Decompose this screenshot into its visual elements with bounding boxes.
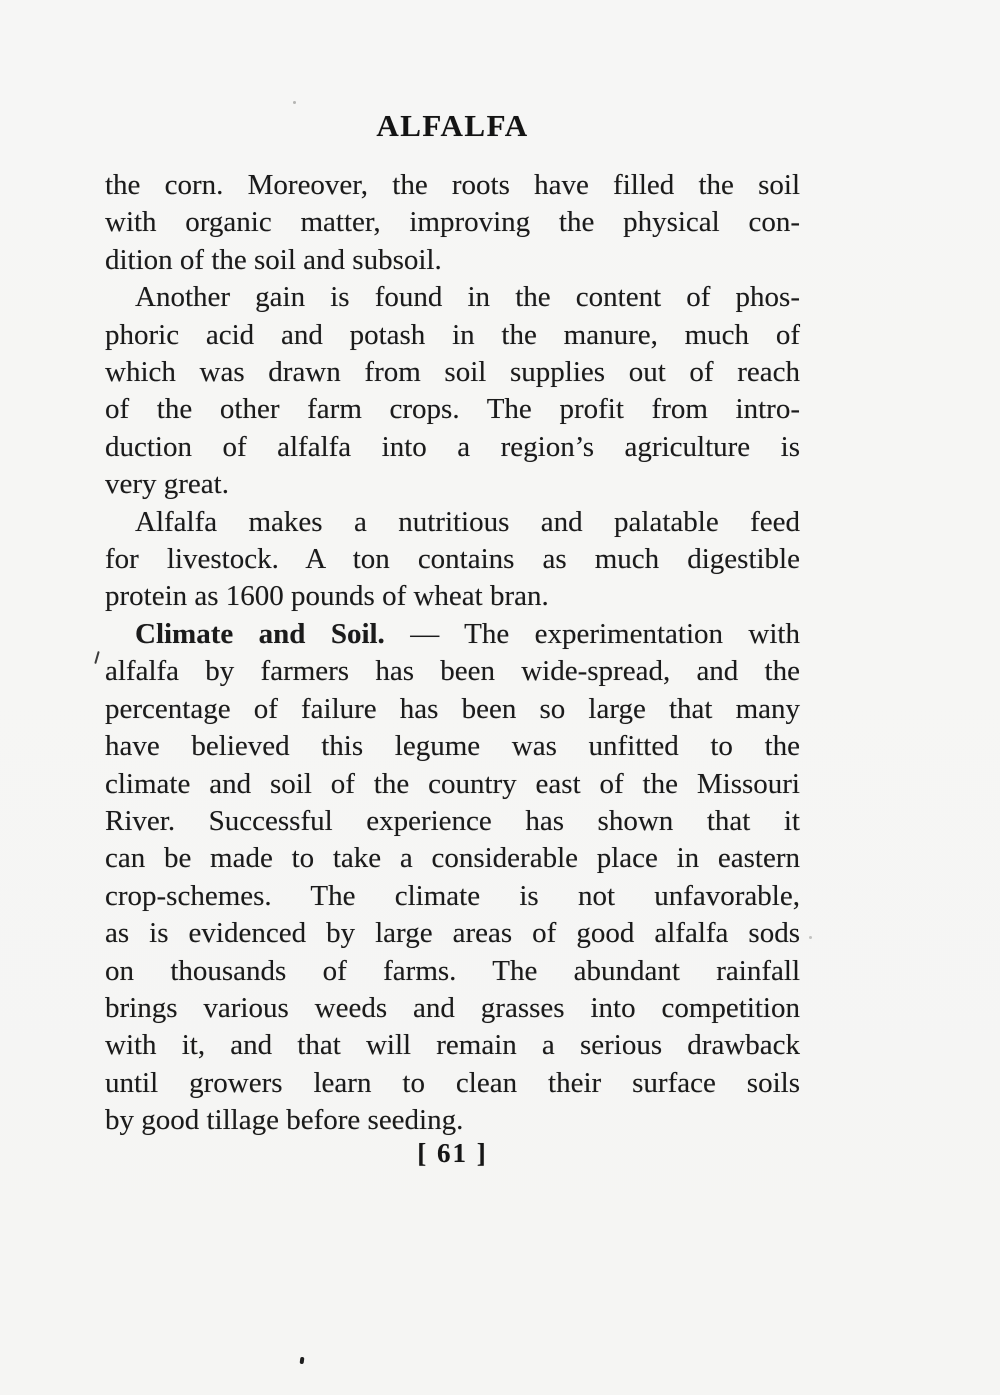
text-line: crop-schemes. The climate is not unfavorable, [105, 879, 800, 912]
scan-artifact-speck [809, 936, 812, 939]
paragraph [105, 167, 800, 279]
paragraph [105, 279, 800, 503]
text-line [105, 616, 800, 653]
text-line: of the other farm crops. The profit from intro- [105, 393, 800, 426]
text-line: which was drawn from soil supplies out of reach [105, 356, 800, 389]
text-line: as is evidenced by large areas of good alfalfa sods [105, 917, 800, 950]
section-heading-continuation: — The experimentation with [410, 617, 800, 650]
section-heading: Climate and Soil. [135, 617, 385, 650]
book-page [105, 0, 800, 1395]
text-line: with organic matter, improving the physical con- [105, 206, 800, 239]
page-body [105, 167, 800, 1140]
text-line: very great. [105, 468, 229, 501]
text-line: phoric acid and potash in the manure, much of [105, 318, 800, 351]
text-line: for livestock. A ton contains as much digestible [105, 543, 800, 576]
text-line: Alfalfa makes a nutritious and palatable feed [135, 505, 800, 538]
text-line: percentage of failure has been so large that many [105, 692, 800, 725]
page-number: [ 61 ] [417, 1138, 488, 1168]
text-line: brings various weeds and grasses into competition [105, 991, 800, 1024]
scan-artifact-slash [94, 651, 100, 664]
text-line: on thousands of farms. The abundant rainfall [105, 954, 800, 987]
page-title: ALFALFA [376, 108, 529, 143]
text-line: until growers learn to clean their surface soils [105, 1066, 800, 1099]
text-line: protein as 1600 pounds of wheat bran. [105, 580, 549, 613]
text-line: climate and soil of the country east of the Missouri [105, 767, 800, 800]
text-line: dition of the soil and subsoil. [105, 243, 442, 276]
text-line: Another gain is found in the content of phos- [135, 281, 800, 314]
text-line: have believed this legume was unfitted to the [105, 730, 800, 763]
text-line: River. Successful experience has shown that it [105, 804, 800, 837]
text-line: duction of alfalfa into a region’s agriculture is [105, 430, 800, 463]
text-line: the corn. Moreover, the roots have filled the soil [105, 169, 800, 201]
text-line: by good tillage before seeding. [105, 1104, 464, 1137]
text-line: can be made to take a considerable place in eastern [105, 842, 800, 875]
paragraph [105, 504, 800, 616]
text-line: with it, and that will remain a serious drawback [105, 1029, 800, 1062]
text-line: alfalfa by farmers has been wide-spread, and the [105, 655, 800, 688]
paragraph [105, 616, 800, 1140]
